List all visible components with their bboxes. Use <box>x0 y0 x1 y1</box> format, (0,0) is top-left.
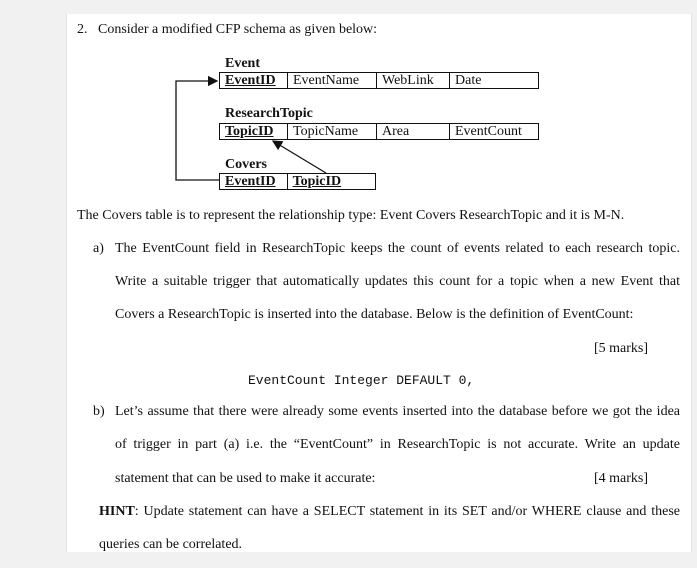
question-intro: Consider a modified CFP schema as given below: <box>98 22 378 37</box>
relationship-description: The Covers table is to represent the relationship type: Event Covers ResearchTopic and it is M-N. <box>77 208 625 223</box>
event-table-name: Event <box>225 56 260 71</box>
researchtopic-col-topicid: TopicID <box>220 124 288 139</box>
part-a-line-2: Write a suitable trigger that automatically updates this count for a topic when a new Event that <box>115 274 680 289</box>
part-a-marks: [5 marks] <box>594 341 649 356</box>
researchtopic-col-eventcount: EventCount <box>455 124 522 139</box>
part-a-code: EventCount Integer DEFAULT 0, <box>248 373 475 388</box>
covers-col-eventid: EventID <box>220 174 288 189</box>
fk-arrow-covers-topicid <box>273 141 326 173</box>
part-b-line-1: Let’s assume that there were already some events inserted into the database before we got the idea <box>115 404 680 419</box>
part-b-label: b) <box>93 404 105 419</box>
event-col-eventname: EventName <box>288 73 377 88</box>
question-number: 2. <box>77 22 88 37</box>
covers-table-name: Covers <box>225 157 267 172</box>
event-col-date: Date <box>455 73 482 88</box>
hint-text: : Update statement can have a SELECT statement in its SET and/or WHERE clause and these <box>134 504 680 519</box>
part-a-line-1: The EventCount field in ResearchTopic keeps the count of events related to each research topic. <box>115 241 680 256</box>
hint-label: HINT <box>99 504 135 519</box>
researchtopic-table-name: ResearchTopic <box>225 106 313 121</box>
event-col-weblink: WebLink <box>377 73 450 88</box>
part-b-line-3: statement that can be used to make it accurate: <box>115 471 376 486</box>
part-b-line-2: of trigger in part (a) i.e. the “EventCount” in ResearchTopic is not accurate. Write an update <box>115 437 680 452</box>
part-b-marks: [4 marks] <box>594 471 649 486</box>
fk-arrow-covers-eventid <box>176 81 219 180</box>
researchtopic-col-area: Area <box>377 124 450 139</box>
researchtopic-col-topicname: TopicName <box>288 124 377 139</box>
hint-line-2: queries can be correlated. <box>99 537 243 552</box>
part-a-line-3: Covers a ResearchTopic is inserted into the database. Below is the definition of EventCount: <box>115 307 634 322</box>
hint-line-1 <box>99 504 680 520</box>
part-a-label: a) <box>93 241 104 256</box>
covers-col-topicid: TopicID <box>292 174 342 189</box>
event-col-eventid: EventID <box>220 73 288 88</box>
